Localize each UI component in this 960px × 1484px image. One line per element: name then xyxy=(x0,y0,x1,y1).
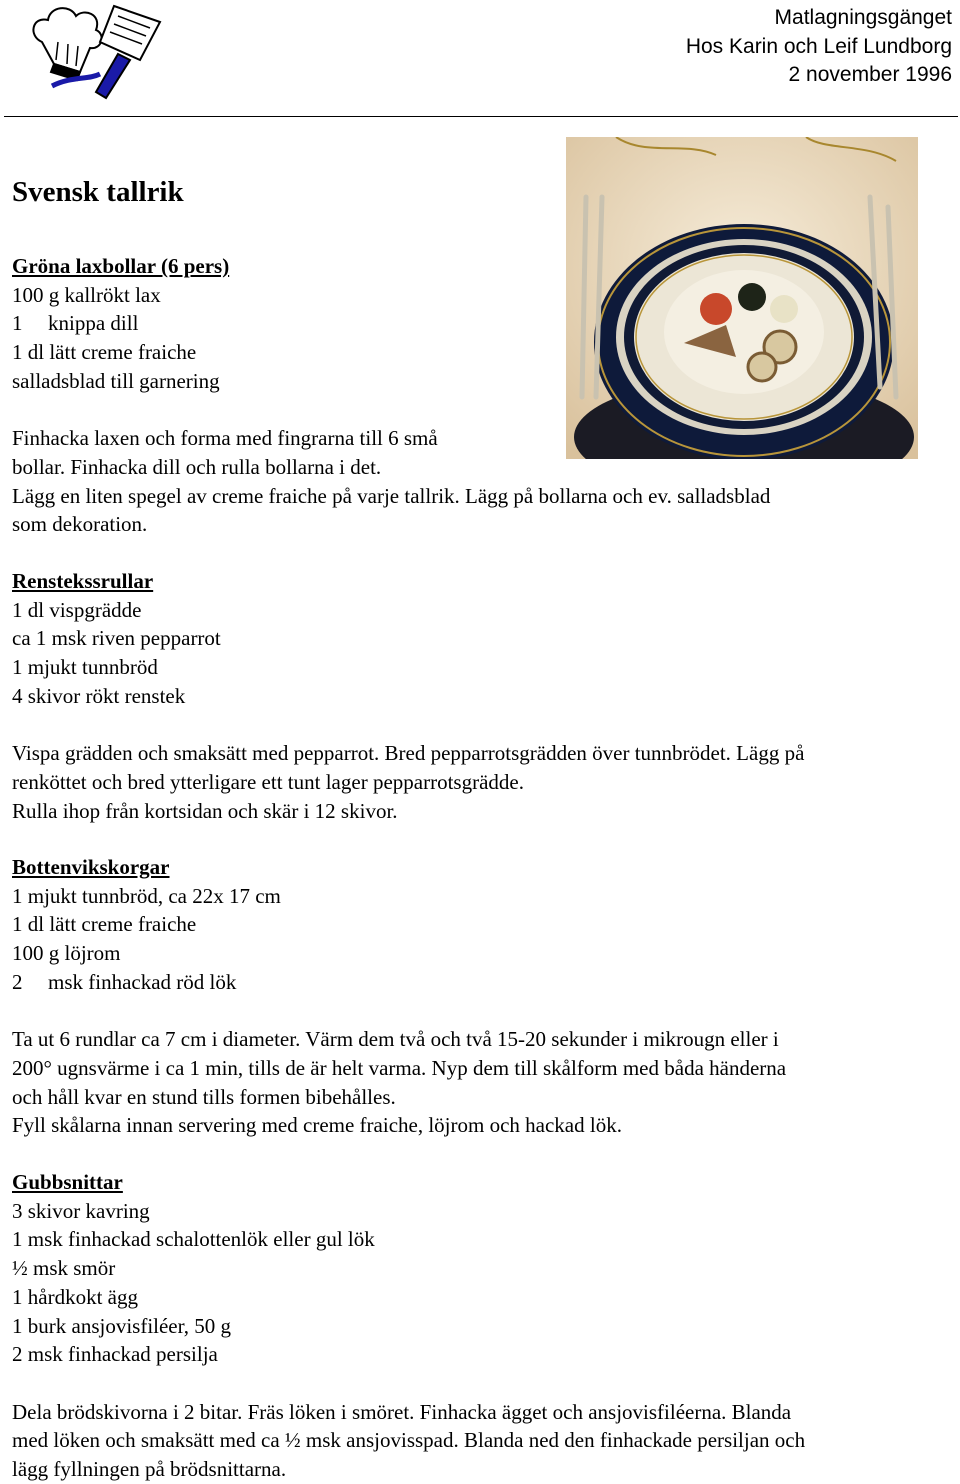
recipe-heading: Gubbsnittar xyxy=(12,1170,123,1194)
method-line: med löken och smaksätt med ca ½ msk ansjovisspad. Blanda ned den finhackade persiljan och xyxy=(12,1428,806,1453)
method-line: renköttet och bred ytterligare ett tunt lager pepparrotsgrädde. xyxy=(12,769,524,794)
ingredient-qty: 2 xyxy=(12,969,23,994)
recipe-green-salmon-balls xyxy=(12,252,954,539)
recipe-bothnian-baskets xyxy=(12,853,954,1140)
ingredient-item: 1 burk ansjovisfiléer, 50 g xyxy=(12,1313,232,1338)
ingredient-qty: 1 xyxy=(12,311,23,336)
recipe-heading: Gröna laxbollar (6 pers) xyxy=(12,254,230,278)
method-line: Ta ut 6 rundlar ca 7 cm i diameter. Värm dem två och två 15-20 sekunder i mikrougn eller i xyxy=(12,1027,779,1052)
ingredient-item: ½ msk smör xyxy=(12,1256,116,1281)
method-line: och håll kvar en stund tills formen bibehålles. xyxy=(12,1084,396,1109)
header-hosts: Hos Karin och Leif Lundborg xyxy=(685,34,952,58)
header-club-name: Matlagningsgänget xyxy=(774,6,952,29)
ingredient-item: 1 mjukt tunnbröd xyxy=(12,655,158,680)
ingredient-item: 1 mjukt tunnbröd, ca 22x 17 cm xyxy=(12,883,281,908)
ingredient-item: 100 g löjrom xyxy=(12,941,121,966)
ingredient-item: 1 msk finhackad schalottenlök eller gul lök xyxy=(12,1227,375,1252)
ingredient-item: ca 1 msk riven pepparrot xyxy=(12,626,221,651)
chef-hat-spatula-icon xyxy=(22,2,170,102)
ingredient-item: salladsblad till garnering xyxy=(12,368,220,393)
ingredient-item: 100 g kallrökt lax xyxy=(12,282,161,307)
method-line: bollar. Finhacka dill och rulla bollarna i det. xyxy=(12,454,382,479)
ingredient-item: 1 hårdkokt ägg xyxy=(12,1284,138,1309)
method-line: som dekoration. xyxy=(12,512,148,537)
method-line: Finhacka laxen och forma med fingrarna till 6 små xyxy=(12,426,438,451)
method-line: 200° ugnsvärme i ca 1 min, tills de är helt varma. Nyp dem till skålform med båda händerna xyxy=(12,1055,787,1080)
recipe-reindeer-rolls xyxy=(12,567,954,825)
page-title: Svensk tallrik xyxy=(12,176,184,208)
method-line: Vispa grädden och smaksätt med pepparrot. Bred pepparrotsgrädden över tunnbrödet. Lägg på xyxy=(12,741,805,766)
ingredient-item: 4 skivor rökt renstek xyxy=(12,683,186,708)
ingredient-item: 2 msk finhackad persilja xyxy=(12,1342,218,1367)
ingredient-item: 1 dl lätt creme fraiche xyxy=(12,912,197,937)
ingredient-item: 1 dl vispgrädde xyxy=(12,597,142,622)
recipe-heading: Renstekssrullar xyxy=(12,569,154,593)
method-line: Lägg en liten spegel av creme fraiche på varje tallrik. Lägg på bollarna och ev. salladsblad xyxy=(12,483,771,508)
ingredient-item: 3 skivor kavring xyxy=(12,1198,150,1223)
ingredient-item: 1 knippa dill xyxy=(12,309,954,338)
method-line: Dela brödskivorna i 2 bitar. Fräs löken i smöret. Finhacka ägget och ansjovisfiléerna. Blanda xyxy=(12,1399,792,1424)
method-line: Fyll skålarna innan servering med creme fraiche, löjrom och hackad lök. xyxy=(12,1113,622,1138)
recipe-gubbsnittar xyxy=(12,1168,954,1484)
ingredient-item: 1 dl lätt creme fraiche xyxy=(12,340,197,365)
header-divider xyxy=(4,116,958,117)
recipe-heading: Bottenvikskorgar xyxy=(12,855,170,879)
header-date: 2 november 1996 xyxy=(788,63,952,86)
method-line: Rulla ihop från kortsidan och skär i 12 skivor. xyxy=(12,798,398,823)
document-header xyxy=(686,4,952,90)
method-line: lägg fyllningen på brödsnittarna. xyxy=(12,1457,287,1482)
ingredient-item: 2 msk finhackad röd lök xyxy=(12,968,954,997)
